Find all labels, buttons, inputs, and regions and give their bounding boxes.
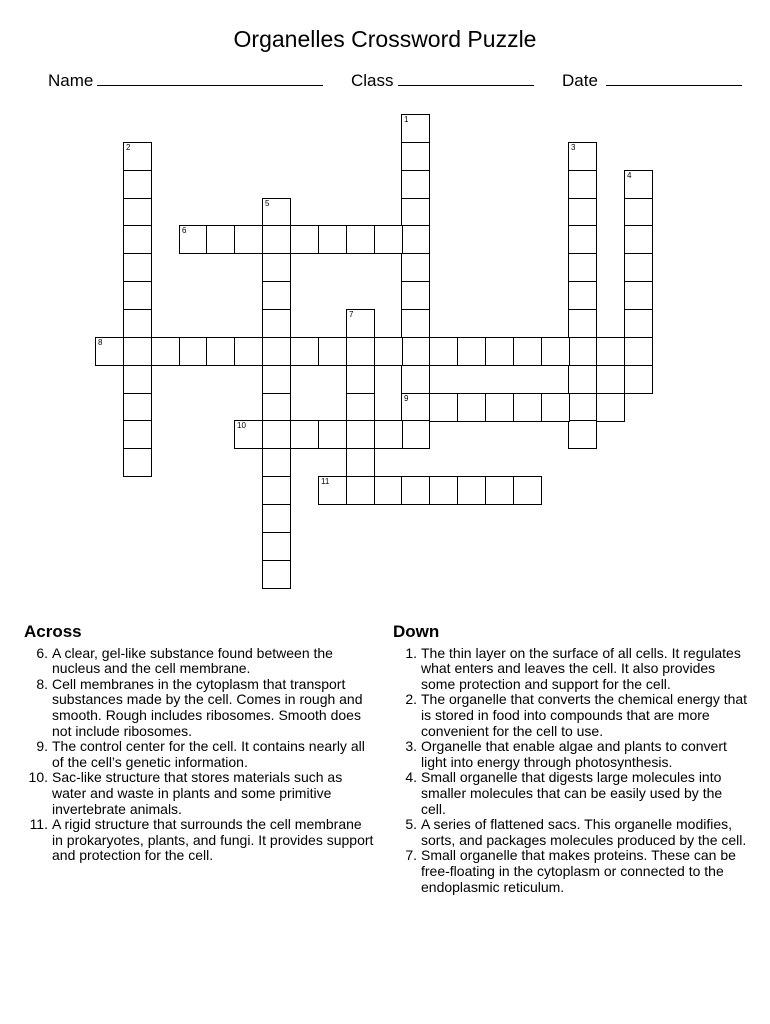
across-heading: Across [24,622,82,641]
grid-cell[interactable] [513,337,542,366]
grid-cell[interactable] [401,476,430,505]
grid-cell[interactable] [485,393,514,422]
down-clue [393,848,748,895]
name-label: Name [48,71,94,90]
date-label: Date [562,71,598,90]
grid-cell[interactable] [513,476,542,505]
clue-number: 2 [126,143,131,152]
grid-cell[interactable] [596,393,625,422]
grid-cell[interactable] [179,225,208,254]
clue-number: 6. [36,644,48,661]
grid-cell[interactable] [429,337,458,366]
clue-number: 3. [405,738,417,755]
grid-cell[interactable] [123,448,152,477]
grid-cell[interactable] [624,281,653,310]
clue-number: 9 [404,394,409,403]
grid-cell[interactable] [624,337,653,366]
grid-cell[interactable] [262,420,291,449]
grid-cell[interactable] [262,448,291,477]
clue-number: 5 [265,199,270,208]
down-clue [393,817,748,848]
grid-cell[interactable] [262,504,291,533]
grid-cell[interactable] [95,337,124,366]
grid-cell[interactable] [568,253,597,282]
clue-number: 4 [627,171,632,180]
grid-cell[interactable] [290,225,319,254]
grid-cell[interactable] [568,365,597,394]
clue-text: The organelle that converts the chemical energy that is stored in food into compounds that are more convenient for the cell to use. [421,691,748,739]
grid-cell[interactable] [568,170,597,199]
grid-cell[interactable] [262,281,291,310]
grid-cell[interactable] [346,225,375,254]
grid-cell[interactable] [401,142,430,171]
across-clue [24,817,376,864]
clue-text: A series of flattened sacs. This organelle modifies, sorts, and packages molecules produced by the cell. [421,816,747,848]
grid-cell[interactable] [624,225,653,254]
grid-cell[interactable] [123,309,152,338]
grid-cell[interactable] [262,560,291,589]
grid-cell[interactable] [346,393,375,422]
grid-cell[interactable] [485,476,514,505]
grid-cell[interactable] [318,476,347,505]
down-clue [393,739,748,770]
grid-cell[interactable] [541,337,570,366]
grid-cell[interactable] [374,337,403,366]
grid-cell[interactable] [151,337,180,366]
grid-cell[interactable] [568,337,597,366]
clue-number: 11 [321,477,330,486]
across-clue [24,739,376,770]
clue-number: 7 [349,310,354,319]
down-heading: Down [393,622,440,641]
clue-number: 1. [405,644,417,661]
grid-cell[interactable] [123,393,152,422]
grid-cell[interactable] [457,476,486,505]
grid-cell[interactable] [457,393,486,422]
grid-cell[interactable] [290,337,319,366]
grid-cell[interactable] [262,225,291,254]
grid-cell[interactable] [262,393,291,422]
grid-cell[interactable] [206,225,235,254]
grid-cell[interactable] [346,309,375,338]
grid-cell[interactable] [234,420,263,449]
grid-cell[interactable] [401,420,430,449]
down-clue [393,646,748,693]
grid-cell[interactable] [179,337,208,366]
grid-cell[interactable] [401,281,430,310]
grid-cell[interactable] [401,393,430,422]
grid-cell[interactable] [596,337,625,366]
clue-number: 7. [405,847,417,864]
grid-cell[interactable] [624,170,653,199]
across-clue [24,770,376,817]
grid-cell[interactable] [624,309,653,338]
clue-number: 8 [98,338,103,347]
clue-number: 10. [28,769,48,786]
grid-cell[interactable] [123,253,152,282]
grid-cell[interactable] [123,225,152,254]
grid-cell[interactable] [123,198,152,227]
clue-number: 3 [571,143,576,152]
down-clues [393,624,748,895]
grid-cell[interactable] [568,309,597,338]
clue-number: 5. [405,816,417,833]
grid-cell[interactable] [346,365,375,394]
grid-cell[interactable] [123,365,152,394]
grid-cell[interactable] [401,114,430,143]
grid-cell[interactable] [401,253,430,282]
clue-number: 9. [36,738,48,755]
clue-text: Sac-like structure that stores materials such as water and waste in plants and some primitive invertebrate animals. [52,769,343,817]
grid-cell[interactable] [318,420,347,449]
grid-cell[interactable] [485,337,514,366]
grid-cell[interactable] [262,198,291,227]
clue-text: A clear, gel-like substance found between the nucleus and the cell membrane. [52,644,333,677]
grid-cell[interactable] [123,337,152,366]
grid-cell[interactable] [568,225,597,254]
clue-number: 6 [182,226,187,235]
across-clue-list [24,646,376,864]
clue-number: 1 [404,115,409,124]
clue-number: 4. [405,769,417,786]
page-title: Organelles Crossword Puzzle [233,26,537,52]
grid-cell[interactable] [262,253,291,282]
grid-cell[interactable] [624,198,653,227]
clue-text: The control center for the cell. It contains nearly all of the cell’s genetic information. [52,738,365,770]
grid-cell[interactable] [262,365,291,394]
grid-cell[interactable] [541,393,570,422]
grid-cell[interactable] [123,420,152,449]
clue-text: The thin layer on the surface of all cells. It regulates what enters and leaves the cell. It also provides some protection and support for the cell. [421,644,741,692]
grid-cell[interactable] [206,337,235,366]
grid-cell[interactable] [429,476,458,505]
grid-cell[interactable] [624,253,653,282]
clue-text: Small organelle that makes proteins. These can be free-floating in the cytoplasm or connected to the endoplasmic reticulum. [421,847,736,895]
grid-cell[interactable] [568,281,597,310]
grid-cell[interactable] [262,532,291,561]
grid-cell[interactable] [346,448,375,477]
grid-cell[interactable] [123,142,152,171]
grid-cell[interactable] [457,337,486,366]
clue-text: Organelle that enable algae and plants to convert light into energy through photosynthesis. [421,738,727,770]
grid-cell[interactable] [262,309,291,338]
grid-cell[interactable] [568,142,597,171]
grid-cell[interactable] [123,170,152,199]
across-clue [24,646,376,677]
grid-cell[interactable] [262,337,291,366]
grid-cell[interactable] [290,420,319,449]
grid-cell[interactable] [401,337,430,366]
clue-number: 11. [29,816,48,833]
grid-cell[interactable] [401,170,430,199]
clue-number: 10 [237,421,246,430]
grid-cell[interactable] [374,420,403,449]
class-label: Class [351,71,394,90]
across-clue [24,677,376,739]
grid-cell[interactable] [513,393,542,422]
grid-cell[interactable] [568,420,597,449]
grid-cell[interactable] [401,365,430,394]
clue-text: Small organelle that digests large molecules into smaller molecules that can be easily used by the cell. [421,769,723,817]
clue-number: 8. [36,675,48,692]
across-clues [24,624,376,864]
clue-text: Cell membranes in the cytoplasm that transport substances made by the cell. Comes in rough and smooth. Rough includes ribosomes. Smooth does not include ribosomes. [52,675,363,739]
grid-cell[interactable] [568,393,597,422]
grid-cell[interactable] [401,309,430,338]
clue-text: A rigid structure that surrounds the cell membrane in prokaryotes, plants, and fungi. It provides support and protection for the cell. [52,816,374,864]
grid-cell[interactable] [374,225,403,254]
grid-cell[interactable] [429,393,458,422]
grid-cell[interactable] [401,198,430,227]
grid-cell[interactable] [234,337,263,366]
clue-number: 2. [405,691,417,708]
grid-cell[interactable] [123,281,152,310]
grid-cell[interactable] [374,476,403,505]
grid-cell[interactable] [346,476,375,505]
grid-cell[interactable] [624,365,653,394]
grid-cell[interactable] [401,225,430,254]
grid-cell[interactable] [262,476,291,505]
down-clue [393,770,748,817]
grid-cell[interactable] [318,225,347,254]
down-clue-list [393,646,748,896]
grid-cell[interactable] [346,337,375,366]
grid-cell[interactable] [568,198,597,227]
down-clue [393,692,748,739]
grid-cell[interactable] [234,225,263,254]
grid-cell[interactable] [318,337,347,366]
grid-cell[interactable] [346,420,375,449]
